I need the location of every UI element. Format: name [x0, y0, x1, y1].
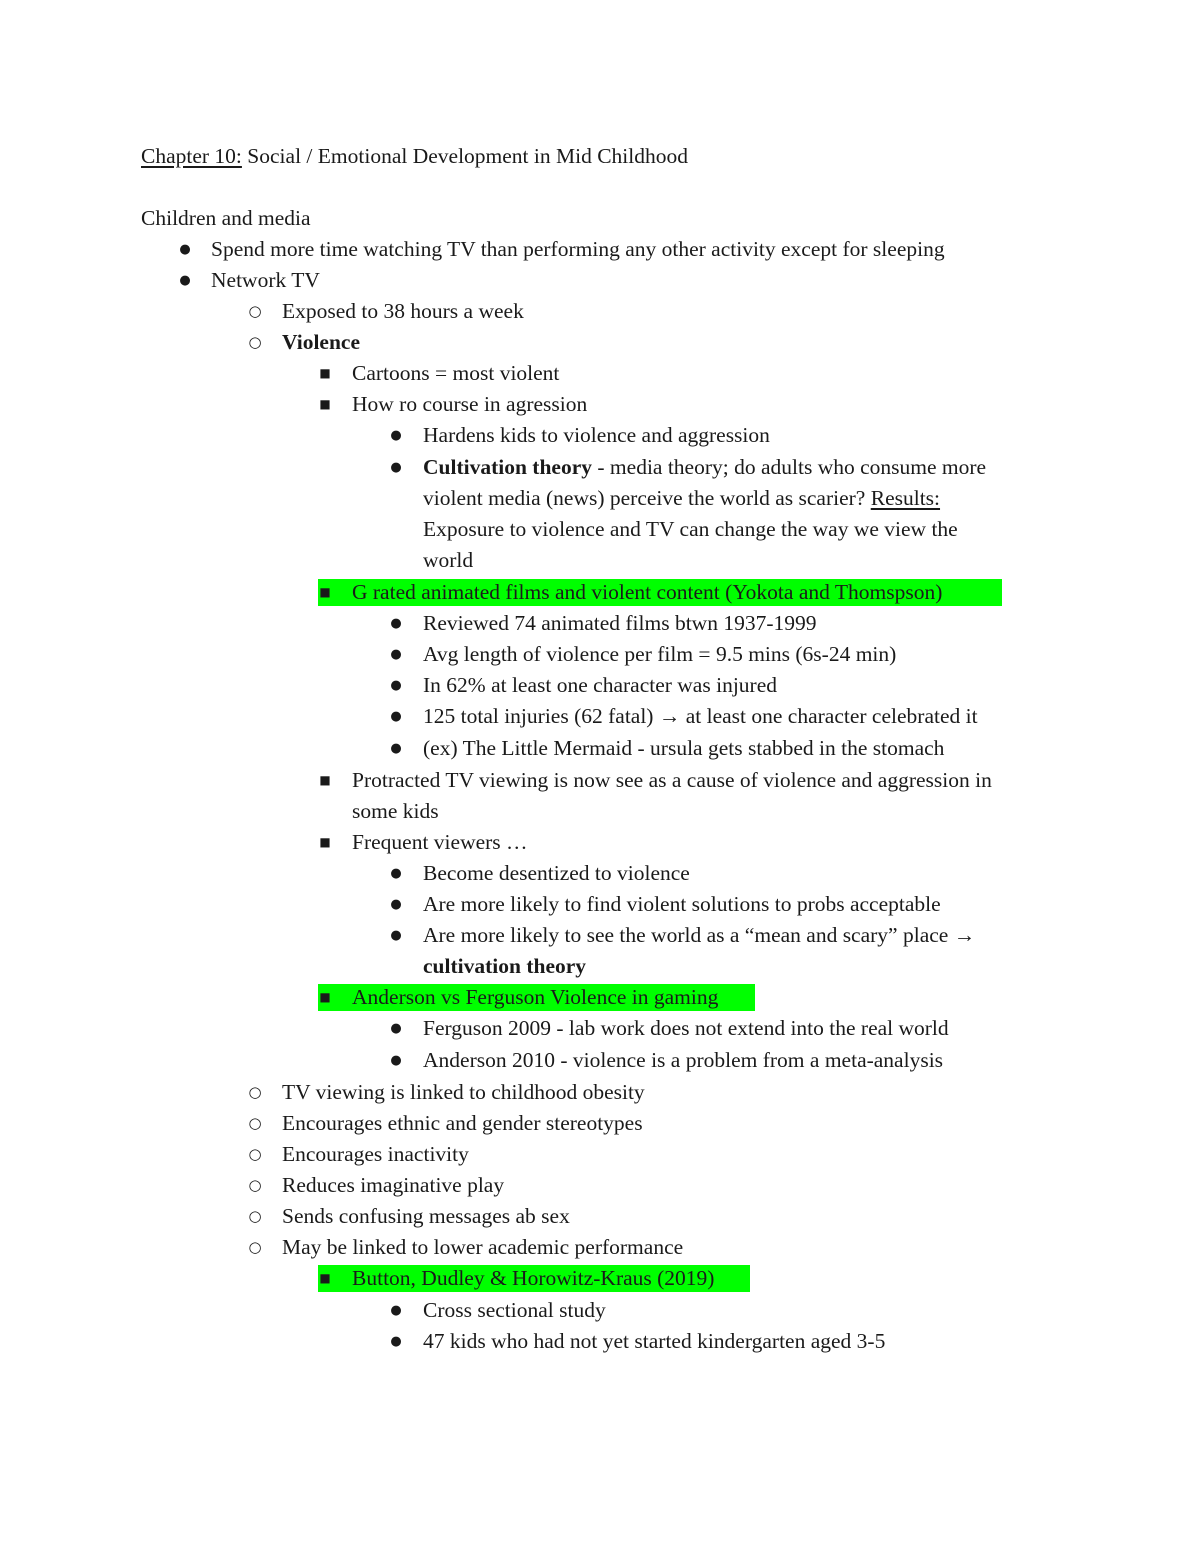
bullet-square-icon: ■: [319, 1271, 331, 1285]
chapter-label: Chapter 10:: [141, 144, 242, 168]
bullet-disc-icon: ●: [390, 897, 402, 912]
list-item-continuation: Exposure to violence and TV can change the way we view the: [423, 517, 958, 541]
bullet-square-icon: ■: [319, 366, 331, 380]
bullet-square-icon: ■: [319, 835, 331, 849]
chapter-title: [141, 141, 688, 172]
bullet-disc-icon: ●: [179, 273, 191, 288]
bullet-square-icon: ■: [319, 397, 331, 411]
section-heading: Children and media: [141, 206, 311, 230]
term-cultivation-theory: Cultivation theory: [423, 455, 593, 479]
bullet-disc-icon: ●: [390, 428, 402, 443]
bullet-circle-icon: ○: [248, 333, 262, 351]
bullet-circle-icon: ○: [248, 1238, 262, 1256]
bullet-circle-icon: ○: [248, 1114, 262, 1132]
bullet-disc-icon: ●: [390, 741, 402, 756]
chapter-title-text: Social / Emotional Development in Mid Childhood: [241, 144, 689, 168]
list-item-continuation: world: [423, 548, 474, 572]
bullet-circle-icon: ○: [248, 1083, 262, 1101]
bullet-disc-icon: ●: [390, 647, 402, 662]
bullet-circle-icon: ○: [248, 1145, 262, 1163]
results-label: Results:: [870, 486, 941, 510]
bullet-square-icon: ■: [319, 585, 331, 599]
list-item-continuation: cultivation theory: [423, 954, 587, 978]
bullet-disc-icon: ●: [390, 1303, 402, 1318]
bullet-disc-icon: ●: [390, 678, 402, 693]
list-item-continuation: violent media (news) perceive the world as scarier? Results:: [423, 486, 941, 510]
bullet-square-icon: ■: [319, 773, 331, 787]
bullet-circle-icon: ○: [248, 1207, 262, 1225]
list-item-continuation: some kids: [352, 799, 439, 823]
bullet-disc-icon: ●: [390, 866, 402, 881]
bullet-disc-icon: ●: [390, 1334, 402, 1349]
bullet-disc-icon: ●: [179, 242, 191, 257]
bullet-disc-icon: ●: [390, 1053, 402, 1068]
bullet-circle-icon: ○: [248, 1176, 262, 1194]
bullet-disc-icon: ●: [390, 709, 402, 724]
bullet-disc-icon: ●: [390, 1021, 402, 1036]
bullet-square-icon: ■: [319, 990, 331, 1004]
bullet-circle-icon: ○: [248, 302, 262, 320]
bullet-disc-icon: ●: [390, 616, 402, 631]
bullet-disc-icon: ●: [390, 928, 402, 943]
bullet-disc-icon: ●: [390, 460, 402, 475]
